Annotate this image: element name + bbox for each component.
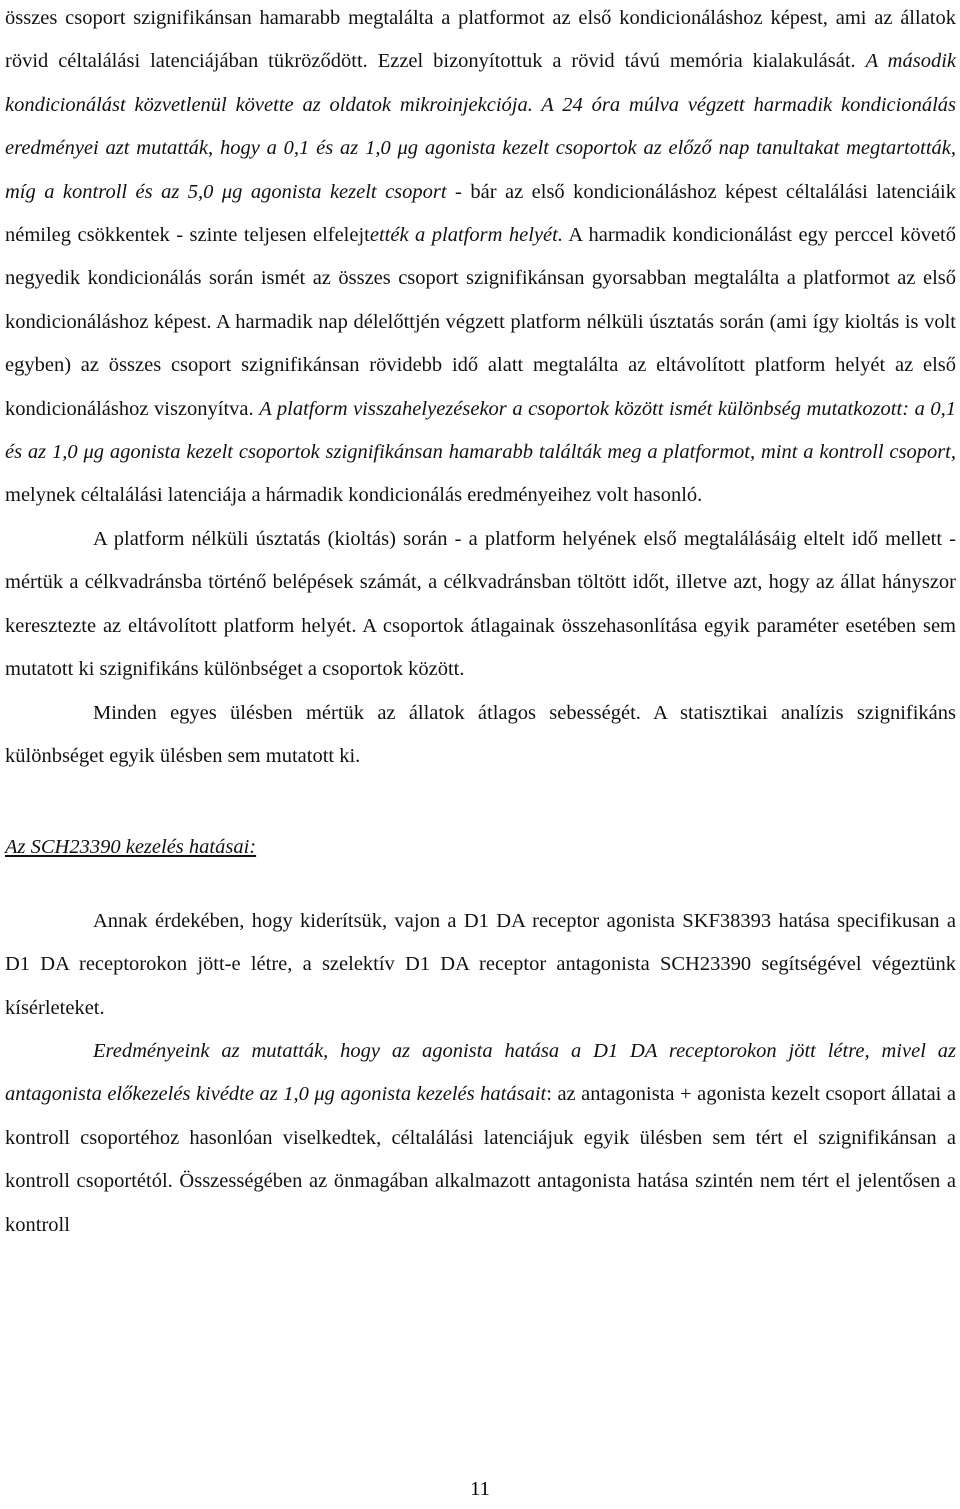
text-run-4: A harmadik kondicionálást egy perccel követő negyedik kondicionálás során ismét az összes csoport szignifikánsan gyorsabban megtalálta a platformot az első kondicionáláshoz képest. A harmadik nap délelőttjén végzett platform nélküli úsztatás során (ami így kioltás is volt egyben) az összes csoport szignifikánsan rövidebb idő alatt megtalálta az eltávolított platform helyét az első kondicionáláshoz viszonyítva. (5, 224, 956, 420)
section-heading: Az SCH23390 kezelés hatásai: (5, 836, 257, 859)
italic-run-1: A második kondicionálást közvetlenül követte az oldatok mikroinjekciója. A 24 óra múlva végzett harmadik kondicionálás eredményei azt mutatták, hogy a 0,1 és az 1,0 μg agonista kezelt csoportok az előző nap tanultakat megtartották, míg a kontroll és az 5,0 μg agonista kezelt csoport (5, 50, 956, 203)
italic-run-5: A platform visszahelyezésekor a csoportok között ismét különbség mutatkozott: a 0,1 és az 1,0 μg agonista kezelt csoportok szignifikánsan hamarabb találták meg a platformot, mint a kontroll csoport, (5, 397, 956, 464)
paragraph-sch-results (5, 1030, 956, 1247)
text-run-6: melynek céltalálási latenciája a hármadik kondicionálás eredményeihez volt hasonló. (5, 484, 703, 507)
paragraph-extinction: A platform nélküli úsztatás (kioltás) során - a platform helyének első megtalálásáig eltelt idő mellett - mértük a célkvadránsba történő belépések számát, a célkvadránsban töltött időt, illetve azt, hogy az állat hányszor keresztezte az eltávolított platform helyét. A csoportok átlagainak összehasonlítása egyik paraméter esetében sem mutatott ki szignifikáns különbséget a csoportok között. (5, 527, 956, 681)
italic-run-0: Eredményeink az mutatták, hogy az agonista hatása a D1 DA receptorokon jött létre, mivel az antagonista előkezelés kivédte az 1,0 μg agonista kezelés hatásait (5, 1039, 956, 1106)
text-run-2: - bár az első kondicionáláshoz képest céltalálási latenciáik némileg csökkentek - szinte teljesen elfelejt (5, 180, 956, 247)
text-run-0: összes csoport szignifikánsan hamarabb megtalálta a platformot az első kondicionáláshoz képest, ami az állatok rövid céltalálási latenciájában tükröződött. Ezzel bizonyítottuk a rövid távú memória kialakulását. (5, 7, 956, 73)
paragraph-sch-intro: Annak érdekében, hogy kiderítsük, vajon a D1 DA receptor agonista SKF38393 hatása specifikusan a D1 DA receptorokon jött-e létre, a szelektív D1 DA receptor antagonista SCH23390 segítségével végeztünk kísérleteket. (5, 909, 956, 1019)
page-number: 11 (470, 1478, 490, 1500)
italic-run-3: ették a platform helyét. (369, 224, 563, 247)
paragraph-speed: Minden egyes ülésben mértük az állatok átlagos sebességét. A statisztikai analízis szignifikáns különbséget egyik ülésben sem mutatott ki. (5, 701, 956, 767)
text-run-1: : az antagonista + agonista kezelt csoport állatai a kontroll csoportéhoz hasonlóan viselkedtek, céltalálási latenciájuk egyik ülésben sem tért el szignifikánsan a kontroll csoportétól. Összességében az önmagában alkalmazott antagonista hatása szintén nem tért el jelentősen a kontroll (5, 1083, 956, 1236)
paragraph-results-1 (5, 0, 956, 518)
